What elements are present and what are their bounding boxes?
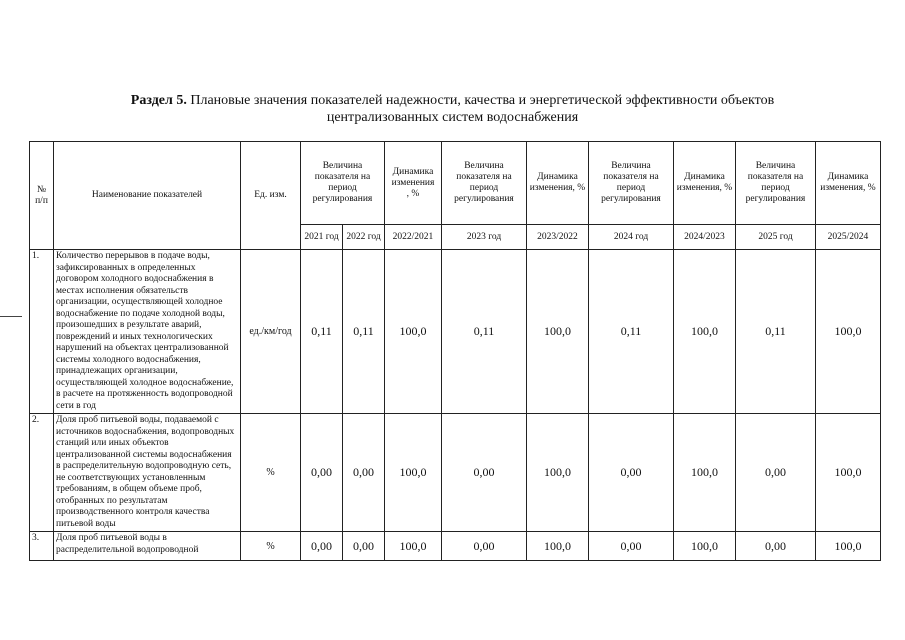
dynamics-2023-2022: 100,0: [527, 250, 589, 414]
value-2025: 0,11: [736, 250, 816, 414]
col-header-dynamics-2024: Динамика изменения, %: [674, 142, 736, 225]
value-2023: 0,11: [442, 250, 527, 414]
dynamics-2024-2023: 100,0: [674, 414, 736, 532]
dynamics-2025-2024: 100,0: [816, 250, 881, 414]
table-row: [30, 414, 881, 532]
margin-mark: [0, 316, 22, 317]
subheader-2021: 2021 год: [301, 225, 343, 250]
indicator-name: Количество перерывов в подаче воды, зафиксированных в определенных договором холодного водоснабжения в местах исполнения обязательств организации, осуществляющей холодное водоснабжение по подаче холодной воды, произошедших в результате аварий, повреждений и иных технологических нарушений на объектах централизованной системы холодного водоснабжения, принадлежащих организации, осуществляющей холодное водоснабжение, в расчете на протяженность водопроводной сети в год: [54, 250, 241, 414]
indicators-table-container: [29, 141, 880, 561]
subheader-2023-2022: 2023/2022: [527, 225, 589, 250]
indicators-table: [29, 141, 881, 561]
value-2023: 0,00: [442, 532, 527, 561]
value-2022: 0,11: [343, 250, 385, 414]
unit-cell: ед./км/год: [241, 250, 301, 414]
indicator-name: Доля проб питьевой воды, подаваемой с источников водоснабжения, водопроводных станций или иных объектов централизованной системы водоснабжения в распределительную водопроводную сеть, не соответствующих установленным требованиям, в общем объеме проб, отобранных по результатам производственного контроля качества питьевой воды: [54, 414, 241, 532]
value-2021: 0,00: [301, 414, 343, 532]
value-2024: 0,00: [589, 532, 674, 561]
header-row: [30, 142, 881, 225]
value-2022: 0,00: [343, 532, 385, 561]
value-2021: 0,00: [301, 532, 343, 561]
col-header-dynamics-2023: Динамика изменения, %: [527, 142, 589, 225]
subheader-2022: 2022 год: [343, 225, 385, 250]
value-2022: 0,00: [343, 414, 385, 532]
value-2024: 0,00: [589, 414, 674, 532]
col-header-name: Наименование показателей: [54, 142, 241, 250]
dynamics-2024-2023: 100,0: [674, 250, 736, 414]
dynamics-2022-2021: 100,0: [385, 250, 442, 414]
value-2023: 0,00: [442, 414, 527, 532]
col-header-value-2021-2022: Величина показателя на период регулирования: [301, 142, 385, 225]
col-header-dynamics-2025: Динамика изменения, %: [816, 142, 881, 225]
subheader-2022-2021: 2022/2021: [385, 225, 442, 250]
dynamics-2025-2024: 100,0: [816, 532, 881, 561]
subheader-2023: 2023 год: [442, 225, 527, 250]
dynamics-2023-2022: 100,0: [527, 532, 589, 561]
subheader-2025: 2025 год: [736, 225, 816, 250]
row-number: 3.: [30, 532, 54, 561]
col-header-num: № п/п: [30, 142, 54, 250]
section-number: Раздел 5.: [130, 93, 187, 108]
dynamics-2023-2022: 100,0: [527, 414, 589, 532]
value-2024: 0,11: [589, 250, 674, 414]
table-row: [30, 532, 881, 561]
indicator-name: Доля проб питьевой воды в распределительной водопроводной: [54, 532, 241, 561]
section-title: [60, 92, 845, 126]
col-header-value-2024: Величина показателя на период регулирования: [589, 142, 674, 225]
unit-cell: %: [241, 532, 301, 561]
subheader-2024-2023: 2024/2023: [674, 225, 736, 250]
dynamics-2024-2023: 100,0: [674, 532, 736, 561]
col-header-value-2025: Величина показателя на период регулирования: [736, 142, 816, 225]
unit-cell: %: [241, 414, 301, 532]
dynamics-2022-2021: 100,0: [385, 414, 442, 532]
title-line-1: Плановые значения показателей надежности, качества и энергетической эффективности объектов: [190, 93, 775, 108]
subheader-2024: 2024 год: [589, 225, 674, 250]
table-row: [30, 250, 881, 414]
col-header-value-2023: Величина показателя на период регулирования: [442, 142, 527, 225]
dynamics-2025-2024: 100,0: [816, 414, 881, 532]
value-2021: 0,11: [301, 250, 343, 414]
dynamics-2022-2021: 100,0: [385, 532, 442, 561]
title-line-2: централизованных систем водоснабжения: [326, 110, 579, 125]
col-header-dynamics-2022: Динамика изменения , %: [385, 142, 442, 225]
row-number: 2.: [30, 414, 54, 532]
value-2025: 0,00: [736, 532, 816, 561]
value-2025: 0,00: [736, 414, 816, 532]
row-number: 1.: [30, 250, 54, 414]
col-header-unit: Ед. изм.: [241, 142, 301, 250]
subheader-2025-2024: 2025/2024: [816, 225, 881, 250]
